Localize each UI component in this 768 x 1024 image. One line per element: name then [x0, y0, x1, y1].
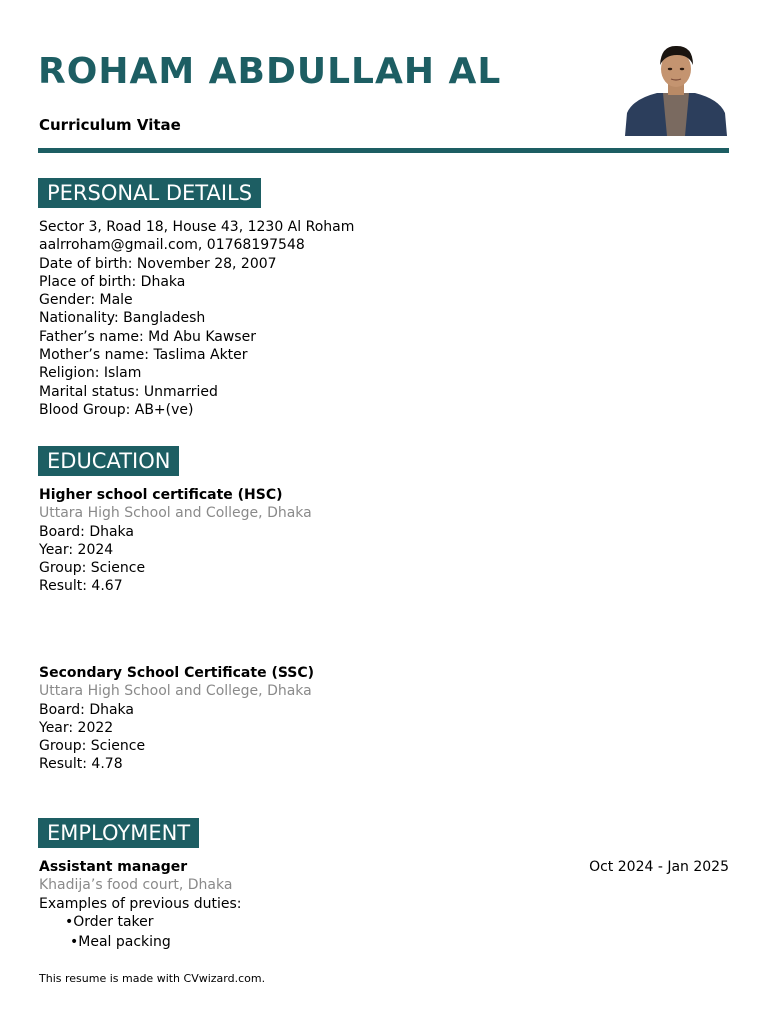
education-board: Board: Dhaka: [39, 701, 134, 718]
education-school: Uttara High School and College, Dhaka: [39, 505, 312, 522]
candidate-name: ROHAM ABDULLAH AL: [38, 51, 502, 92]
education-item-ssc: [39, 664, 314, 774]
education-group: Group: Science: [39, 738, 146, 755]
employment-item: [39, 858, 242, 913]
personal-nationality: Nationality: Bangladesh: [39, 310, 206, 327]
personal-contact: aalrroham@gmail.com, 01768197548: [39, 237, 305, 254]
footer-note: This resume is made with CVwizard.com.: [39, 972, 266, 985]
job-duty-item: •Meal packing: [70, 934, 171, 950]
personal-details-list: [39, 218, 354, 419]
header-divider: [38, 148, 729, 153]
education-group: Group: Science: [39, 560, 146, 577]
education-heading: EDUCATION: [38, 446, 179, 476]
personal-gender: Gender: Male: [39, 292, 133, 309]
job-title: Assistant manager: [39, 859, 188, 875]
person-portrait-icon: [623, 43, 729, 136]
personal-father: Father’s name: Md Abu Kawser: [39, 328, 256, 345]
personal-mother: Mother’s name: Taslima Akter: [39, 347, 248, 364]
personal-marital-status: Marital status: Unmarried: [39, 383, 218, 400]
education-result: Result: 4.67: [39, 578, 123, 595]
education-item-hsc: [39, 486, 312, 596]
education-title: Secondary School Certificate (SSC): [39, 665, 315, 681]
document-subtitle: Curriculum Vitae: [39, 116, 181, 134]
personal-birthplace: Place of birth: Dhaka: [39, 273, 186, 290]
personal-dob: Date of birth: November 28, 2007: [39, 255, 277, 272]
job-duties-intro: Examples of previous duties:: [39, 895, 242, 912]
education-title: Higher school certificate (HSC): [39, 487, 283, 503]
employment-heading: EMPLOYMENT: [38, 818, 199, 848]
personal-address: Sector 3, Road 18, House 43, 1230 Al Roham: [39, 219, 355, 235]
personal-details-heading: PERSONAL DETAILS: [38, 178, 261, 208]
education-board: Board: Dhaka: [39, 523, 134, 540]
profile-photo: [623, 43, 729, 136]
job-dates: Oct 2024 - Jan 2025: [589, 859, 729, 875]
personal-religion: Religion: Islam: [39, 365, 142, 382]
education-school: Uttara High School and College, Dhaka: [39, 683, 312, 700]
education-year: Year: 2024: [39, 541, 114, 558]
job-duty-item: •Order taker: [65, 914, 154, 930]
job-place: Khadija’s food court, Dhaka: [39, 877, 233, 894]
education-result: Result: 4.78: [39, 756, 123, 773]
education-year: Year: 2022: [39, 719, 114, 736]
personal-blood-group: Blood Group: AB+(ve): [39, 401, 194, 418]
